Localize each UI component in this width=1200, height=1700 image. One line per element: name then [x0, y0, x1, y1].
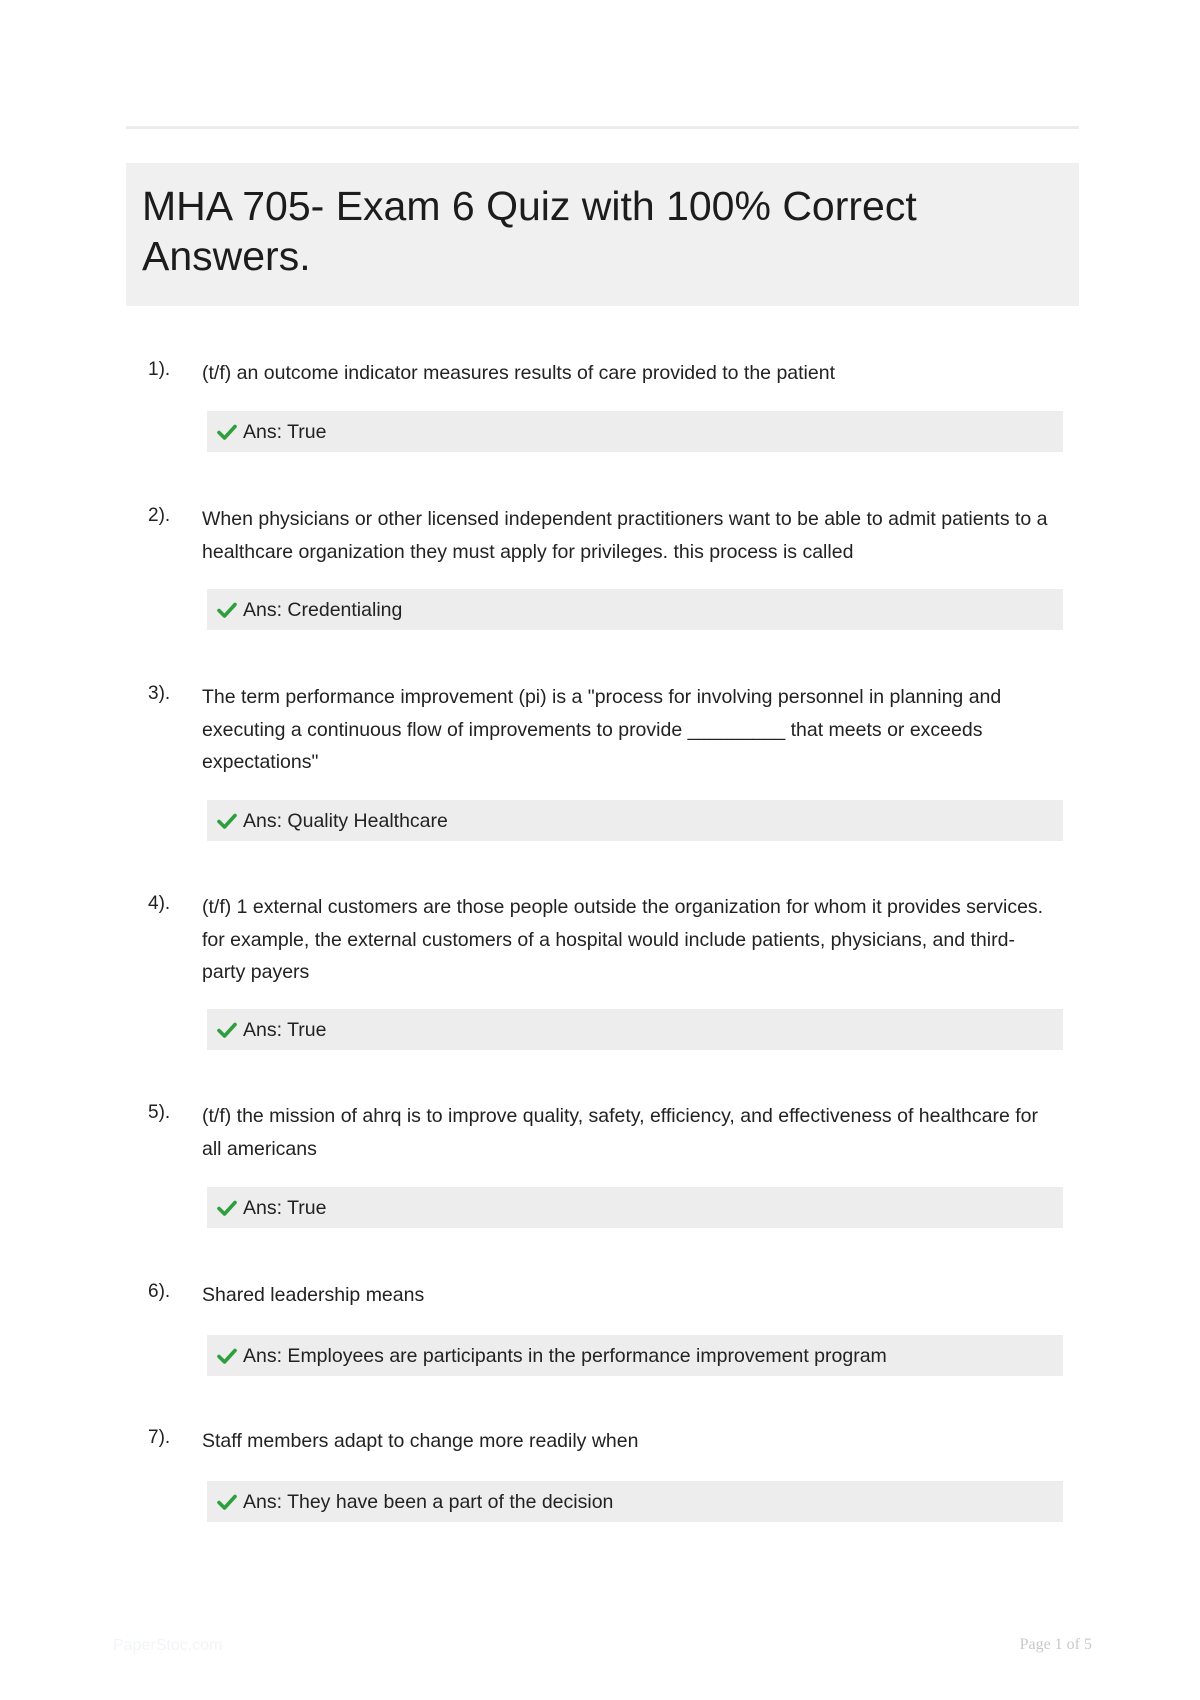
- answer-3: [207, 800, 1063, 841]
- answer-text: Ans: Quality Healthcare: [243, 809, 448, 832]
- page-number: Page 1 of 5: [1019, 1636, 1092, 1653]
- question-text: (t/f) 1 external customers are those people outside the organization for whom it provides services. for example, the external customers of a hospital would include patients, physicians, and third-party payers: [202, 896, 1044, 983]
- check-icon: [217, 812, 237, 830]
- answer-text: Ans: Employees are participants in the performance improvement program: [243, 1344, 887, 1367]
- answer-text: Ans: True: [243, 1196, 327, 1219]
- answer-6: [207, 1335, 1063, 1376]
- answer-2: [207, 589, 1063, 630]
- top-divider: [126, 126, 1079, 129]
- question-number: 4).: [148, 893, 171, 914]
- answer-7: [207, 1481, 1063, 1522]
- question-text: (t/f) the mission of ahrq is to improve quality, safety, efficiency, and effectiveness of healthcare for all americans: [202, 1105, 1039, 1160]
- answer-4: [207, 1009, 1063, 1050]
- question-number: 7).: [148, 1427, 171, 1448]
- check-icon: [217, 423, 237, 441]
- answer-1: [207, 411, 1063, 452]
- answer-text: Ans: They have been a part of the decision: [243, 1490, 614, 1513]
- question-text: Staff members adapt to change more readily when: [202, 1430, 639, 1452]
- title-box: [126, 163, 1079, 306]
- question-text: (t/f) an outcome indicator measures results of care provided to the patient: [202, 362, 835, 384]
- answer-text: Ans: True: [243, 1018, 327, 1041]
- question-number: 3).: [148, 683, 171, 704]
- check-icon: [217, 1021, 237, 1039]
- question-number: 2).: [148, 505, 171, 526]
- question-text: When physicians or other licensed independent practitioners want to be able to admit patients to a healthcare organization they must apply for privileges. this process is called: [202, 508, 1048, 563]
- check-icon: [217, 1493, 237, 1511]
- document-title: MHA 705- Exam 6 Quiz with 100% Correct Answers.: [142, 183, 917, 279]
- question-number: 6).: [148, 1281, 171, 1302]
- footer-watermark: PaperStoc.com: [113, 1637, 223, 1654]
- check-icon: [217, 601, 237, 619]
- answer-text: Ans: True: [243, 420, 327, 443]
- check-icon: [217, 1199, 237, 1217]
- question-number: 1).: [148, 359, 171, 380]
- question-text: Shared leadership means: [202, 1284, 425, 1306]
- answer-5: [207, 1187, 1063, 1228]
- check-icon: [217, 1347, 237, 1365]
- answer-text: Ans: Credentialing: [243, 598, 403, 621]
- question-text: The term performance improvement (pi) is a "process for involving personnel in planning and executing a continuous flow of improvements to provide _________ that meets or exceeds expectations": [202, 686, 1002, 773]
- question-number: 5).: [148, 1102, 171, 1123]
